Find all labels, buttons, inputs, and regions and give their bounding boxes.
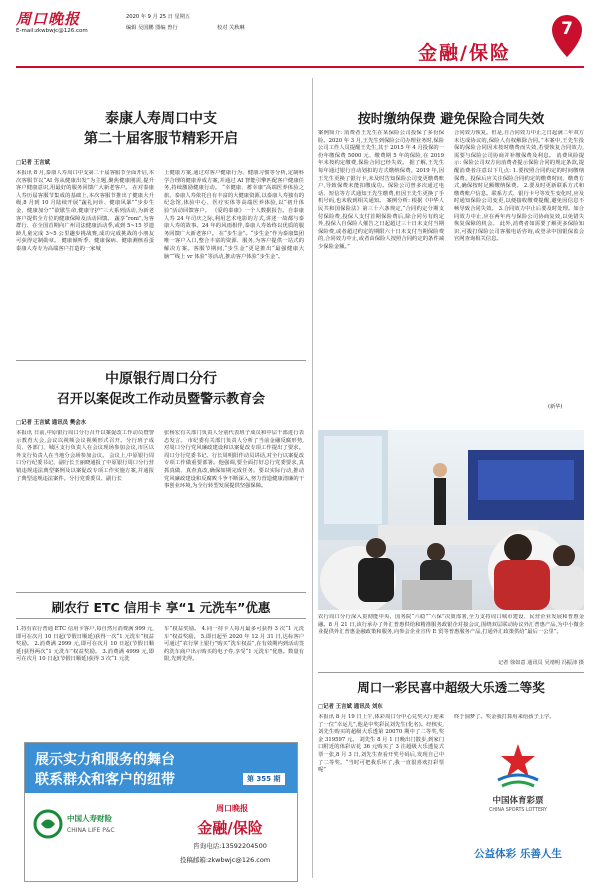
article-lottery-title: 周口一彩民喜中超级大乐透二等奖 [357, 680, 545, 695]
article-zhongyuan-title: 中原银行周口分行 [105, 371, 217, 387]
section-title: 金融/保险 [418, 42, 511, 64]
article-lottery-col2: 终于圆梦了。奖金我打算用来给孩子上学。 [454, 714, 555, 720]
article-etc-title: 刷农行 ETC 信用卡 享“1 元洗车”优惠 [51, 600, 271, 615]
ad-banner-line2: 联系群众和客户的纽带 [35, 772, 175, 788]
divider-1 [16, 360, 306, 361]
article-taikang-title: 泰康人寿周口中支 [105, 111, 217, 127]
article-etc [16, 598, 306, 738]
china-life-logo [33, 803, 143, 863]
china-life-logo-en: CHINA LIFE P&C [67, 827, 115, 834]
article-taikang-subtitle: 第二十届客服节精彩开启 [84, 131, 238, 147]
photo-caption: 农行周口分行深入贯彻能中央、国务院“六稳”“六保”决策部署,全力支持周口城市建设、民营企业发展和普惠金融。8 月 21 日,该行承办了外汇普惠供给和精准服务政银企对接会议,围绕双层联动协议外汇普惠产品,为中小微企业提供外汇普惠金融政策和服务,向参会企业宣传 E 贸等普惠服务产品,打通外汇政策供给“最后一公里”。 [318, 614, 584, 636]
article-taikang [16, 108, 306, 358]
divider-2 [16, 592, 306, 593]
article-zhongyuan-col1: 本报讯 日前,中原银行周口分行召开以案促改工作动员暨警示教育大会,会议以视频会议视频形式召开。分行班子成员、各部门、城区支行负责人在会议现场参加会议,市区以外支行负责人在当地分会场参加会议。 会议上,中原银行周口分行纪委书记、副行长王丽晓通报了中原银行周口分行营销违规违法典型案例及以案促改专项工作实施方案,并通报了典型违规违法案件。分行党委委员、副行长 [16, 430, 154, 482]
article-baoxian-col1: 案例简介: 消费者王先生在某保险公司投保了多份保险。2020 年 3 月,王先生到保险公司办理业务时,保险公司工作人员提醒王先生,其于 2015 年 4 月投保的一份年缴保费 5000 元、缴费期 5 年的保险,在 2019 年未按约定缴费,保险合同已经失效。 据了解,王先生每年通过银行自动划扣的方式缴纳保费。2019 年,因王先生更换了银行卡,未及时告知保险公司变更缴费账户,导致保费未能扣缴成功。保险公司曾多次通过电话、短信等方式通知王先生缴费,但因王先生更换了手机号码,也未收到相关通知。 案例分析: 根据《中华人民共和国保险法》第三十六条规定,“合同约定分期支付保险费,投保人支付首期保险费后,除合同另有约定外,投保人自保险人催告之日起超过三十日未支付当期保险费,或者超过约定的期限六十日未支付当期保险费的,合同效力中止,或者由保险人按照合同约定的条件减少保险金额。” [318, 130, 444, 250]
ad-banner-top [25, 743, 297, 793]
ad-email: 投稿邮箱:zkwbwjc@126.com [179, 856, 271, 864]
ad-section-name: 金融/保险 [197, 819, 263, 837]
ad-banner-issue: 第 355 期 [243, 773, 285, 785]
page-number-badge [551, 14, 583, 54]
photo-credit: 记者 徐如意 通讯员 吴靖明 冯振沛 摄 [497, 660, 584, 666]
masthead-editor: 编辑 吴国鹏 图编 曾行 [126, 25, 178, 31]
sports-lottery-logo-en: CHINA SPORTS LOTTERY [488, 808, 547, 813]
masthead-date: 2020 年 9 月 25 日 星期五 [126, 14, 191, 20]
china-life-logo-cn: 中国人寿财险 [67, 814, 112, 823]
article-etc-col2: 车”权益奖励。 4.同一持卡人每月最多可获得 3 次“1 元洗车”权益奖励。 5.即日起至 2020 年 12 月 31 日,达标客户可通过“农行掌上银行”购买“洗车权益”,在有效期内到活动签约洗车商户出示购买的电子券,享受“1 元洗车”优惠。数量有限,先到先得。 [164, 626, 304, 663]
article-zhongyuan-subtitle: 召开以案促改工作动员暨警示教育会 [56, 392, 265, 407]
article-baoxian-col2: 合同效力恢复。但是,自合同效力中止之日起满二年双方未达成协议的,保险人有权解除合同。”本案中,王先生投保的保险合同因未按时缴费而失效,若要恢复合同效力,需要与保险公司协商并补缴保费及利息。 消费风险提示: 保险公司双方向消费者提示保险合同的规定条款,提醒消费者注意以下几点: 1.要按照合同约定的时间缴纳保费。投保后应关注保险合同约定的缴费时间、缴费方式,确保按时足额缴纳保费。 2.要及时更新联系方式和缴费账户信息。联系方式、银行卡号等发生变化时,应及时通知保险公司变更,以便接收缴费提醒,避免因信息不畅导致合同失效。 3.合同效力中止后要及时处理。如合同效力中止,应在两年内与保险公司协商复效,以免错失恢复保障的机会。 此外,消费者如需要了解更多保险知识,可拨打保险公司客服电话咨询,或登录中国银保监会官网查询相关信息。 [454, 130, 584, 243]
sports-lottery-logo [468, 740, 568, 840]
masthead-email: E-mail:zkwbwjc@126.com [16, 28, 88, 34]
article-zhongyuan-byline: □记者 王言斌 通讯员 樊会水 [16, 420, 87, 426]
article-taikang-col1: 本报讯 8 月,泰康人寿周口中支第二十届客服节全面开启,本次客服节以“AI 你从健康出发”为主题,聚焦健康刚需,提升客户健康意识,用最好的服务回馈广大新老客户。 在对泰康人寿历届客服节集成的基础上,本次客服节推出了健康大升级,8 月到 10 月陆续开展“蔬礼问诊、健康风暴”“步步生金、健康加分”“欲歇生命,健康守护”三大系列活动,为新老客户提供全方位的健康保障及活动回馈。 蔬享“roni”,为客群行、在全国首期向广州司法健康活动季,或到 5~15 岁遗龄儿童完成 3~5 公里趣步挑战赛,成功完成挑战的小朋友可获得定制勋章。 健康倾听季、健康保病、健康测核看蛋泰康人寿专为高端客户打造的一家城 [16, 170, 154, 252]
column-divider [312, 78, 313, 878]
ad-phone: 咨询电话:13592204500 [193, 842, 267, 850]
sports-lottery-logo-cn: 中国体育彩票 [492, 796, 544, 806]
etc-title-rule [16, 618, 306, 619]
article-zhongyuan [16, 368, 306, 588]
meeting-photo-image [318, 430, 584, 610]
masthead-proof: 校对 关秋琳 [217, 25, 245, 31]
article-baoxian [318, 108, 584, 418]
news-photo [318, 430, 584, 610]
article-baoxian-title: 按时缴纳保费 避免保险合同失效 [357, 112, 545, 127]
sports-lottery-logo-icon [488, 740, 548, 790]
article-baoxian-credit: (新华) [548, 404, 563, 410]
article-taikang-byline: □记者 王言斌 [16, 160, 50, 166]
sports-lottery-slogan: 公益体彩 乐善人生 [474, 848, 562, 860]
ad-paper-name: 周口晚报 [216, 804, 248, 813]
ad-banner-line1: 展示实力和服务的舞台 [35, 752, 175, 768]
masthead-logo: 周口晚报 [16, 10, 81, 28]
article-lottery-col1: 本报讯 8 月 19 日上午,体彩周口分中心兑奖大厅迎来了一位“幸运儿”,他是中奖彩民刘先生(化名)。经核实,刘先生购买的超级大乐透第 20070 期中了二等奖,奖金 319597 元。 刘先生 8 月 1 日晚出门散步,到家门口附近的体彩店花 36 元购买了 3 注超级大乐透复式票一张,8 月 3 日,刘先生查看开奖号码后,发现自己中了二等奖。“当时可把我乐坏了,我一直很喜欢打彩票呢” [318, 714, 444, 774]
masthead-rule [16, 66, 584, 68]
china-life-logo-icon [33, 809, 63, 839]
article-etc-col1: 1.持有农行普通 ETC 信用卡客户,每自然月消费满 999 元,即可在次月 10 日起(节假日顺延)获得一次“1 元洗车”权益奖励。 2.消费满 2999 元,即可在次月 10 日起(节假日顺延)获得两次“1 元洗车”权益奖励。 3.消费满 4999 元,即可在次月 10 日起(节假日顺延)获得 3 次“1 元洗 [16, 626, 154, 663]
article-taikang-col2: 上健康方案,通过对客户健康行为、健康习惯等分析,定制科学合理的健康养成方案,并通过 AI 智能引擎匹配客户健康任务,持续激励健康行动。 “幸健康、蓄幸康”高端医养体验之旅。泰康人寿依托自有丰富的大健康资源,以泰康人寿独有的纪念馆,体验中心、医疗实体等高端医养体验,以“初升体验”活动回馈客户。 《爱的泰康》一个人数据报告。自泰康人寿 24 年司庆之际,利用艺术电影的方式,讲述一故都与泰康人寿的故事。24 年的风雨相伴,泰康人寿始终以优质的服务回馈广大新老客户。 在“步生金”。“步生金”作为泰康集团唯一客户入口,整合丰富的资源、服务,为客户提供一站式的解决方案。客服节期间,“步生金”更是推出“最强健康大脑”“线上 vr 体验”等活动,推动客户体验“步生金”。 [164, 170, 304, 260]
masthead [0, 0, 600, 68]
article-lottery-byline: □记者 王言斌 通讯员 刘东 [318, 704, 383, 710]
article-zhongyuan-col2: 张杨宏有关部门负责人分别代表班子成员和中层干部进行表态发言。 市纪委有关部门负责人分析了当前金融反腐形势,对周口分行党风廉政建设和以案促改专项工作提出了要求。周口分行党委书记、行长周明阳作动员讲话,对全行以案促改专项工作做重要部署。他强调,要全面打好总行党委要求,真抓真做、真查真改,确保如期完成任务。要以实际行动,推动党风廉政建设和反腐败斗争不断深入,努力营造健康清廉的干事创业环境,为全行转型发展提供坚强保障。 [164, 430, 304, 490]
divider-3 [318, 672, 584, 673]
article-lottery [318, 678, 584, 883]
page-number: 7 [561, 19, 573, 39]
ad-banner [24, 742, 298, 882]
